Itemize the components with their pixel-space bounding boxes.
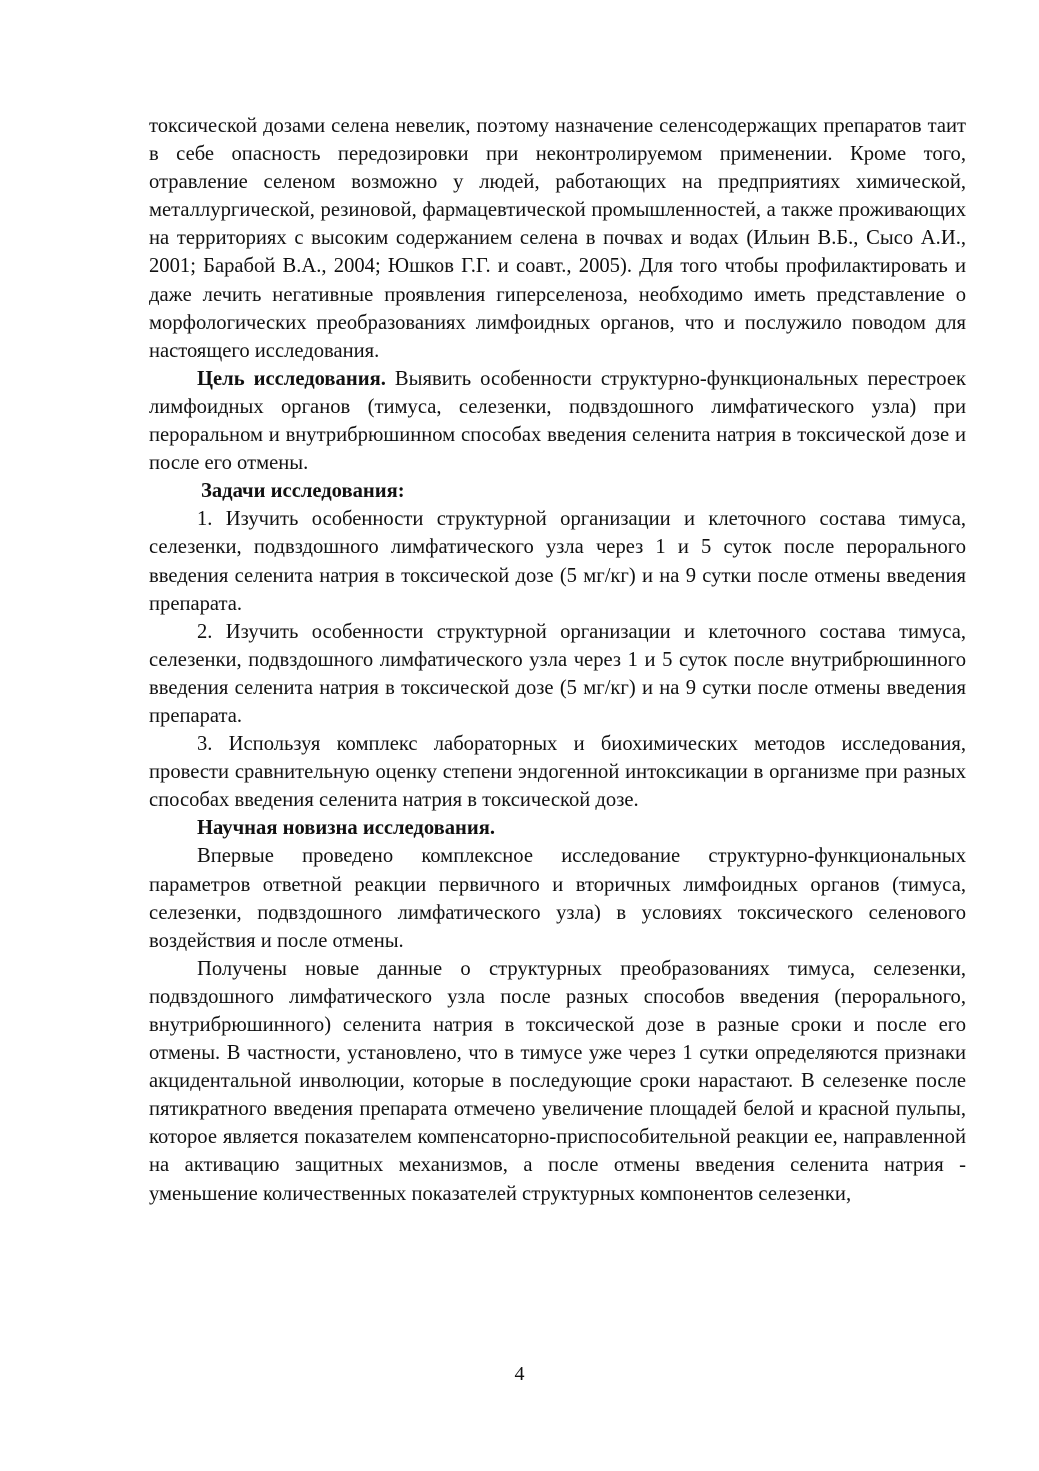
page-number: 4 [514,1363,525,1385]
goal-paragraph [149,365,966,477]
task-item-1: 1. Изучить особенности структурной организации и клеточного состава тимуса, селезенки, подвздошного лимфатического узла через 1 и 5 суток после перорального введения селенита натрия в токсической дозе (5 мг/кг) и на 9 сутки после отмены введения препарата. [149,508,966,615]
goal-label: Цель исследования. [197,367,386,390]
intro-paragraph: токсической дозами селена невелик, поэтому назначение селенсодержащих препаратов таит в себе опасность передозировки при неконтролируемом применении. Кроме того, отравление селеном возможно у людей, работающих на предприятиях химической, металлургической, резиновой, фармацевтической промышленностей, а также проживающих на территориях с высоким содержанием селена в почвах и водах (Ильин В.Б., Сысо А.И., 2001; Барабой В.А., 2004; Юшков Г.Г. и соавт., 2005). Для того чтобы профилактировать и даже лечить негативные проявления гиперселеноза, необходимо иметь представление о морфологических преобразованиях лимфоидных органов, что и послужило поводом для настоящего исследования. [149,115,966,362]
novelty-heading: Научная новизна исследования. [197,817,496,840]
goal-text: Выявить особенности структурно-функциональных перестроек лимфоидных органов (тимуса, селезенки, подвздошного лимфатического узла) при пероральном и внутрибрюшинном способах введения селенита натрия в токсической дозе и после его отмены. [149,367,966,475]
tasks-heading: Задачи исследования: [201,480,405,503]
task-item-3: 3. Используя комплекс лабораторных и биохимических методов исследования, провести сравнительную оценку степени эндогенной интоксикации в организме при разных способах введения селенита натрия в токсической дозе. [149,733,966,812]
task-item-2: 2. Изучить особенности структурной организации и клеточного состава тимуса, селезенки, подвздошного лимфатического узла через 1 и 5 суток после внутрибрюшинного введения селенита натрия в токсической дозе (5 мг/кг) и на 9 сутки после отмены введения препарата. [149,620,966,727]
body-text [149,112,966,1208]
novelty-paragraph-2: Получены новые данные о структурных преобразованиях тимуса, селезенки, подвздошного лимфатического узла после разных способов введения (перорального, внутрибрюшинного) селенита натрия в токсической дозе в разные сроки и после его отмены. В частности, установлено, что в тимусе уже через 1 сутки определяются признаки акцидентальной инволюции, которые в последующие сроки нарастают. В селезенке после пятикратного введения препарата отмечено увеличение площадей белой и красной пульпы, которое является показателем компенсаторно-приспособительной реакции ее, направленной на активацию защитных механизмов, а после отмены введения селенита натрия - уменьшение количественных показателей структурных компонентов селезенки, [149,957,966,1205]
novelty-paragraph-1: Впервые проведено комплексное исследование структурно-функциональных параметров ответной реакции первичного и вторичных лимфоидных органов (тимуса, селезенки, подвздошного лимфатического узла) в условиях токсического селенового воздействия и после отмены. [149,845,966,952]
